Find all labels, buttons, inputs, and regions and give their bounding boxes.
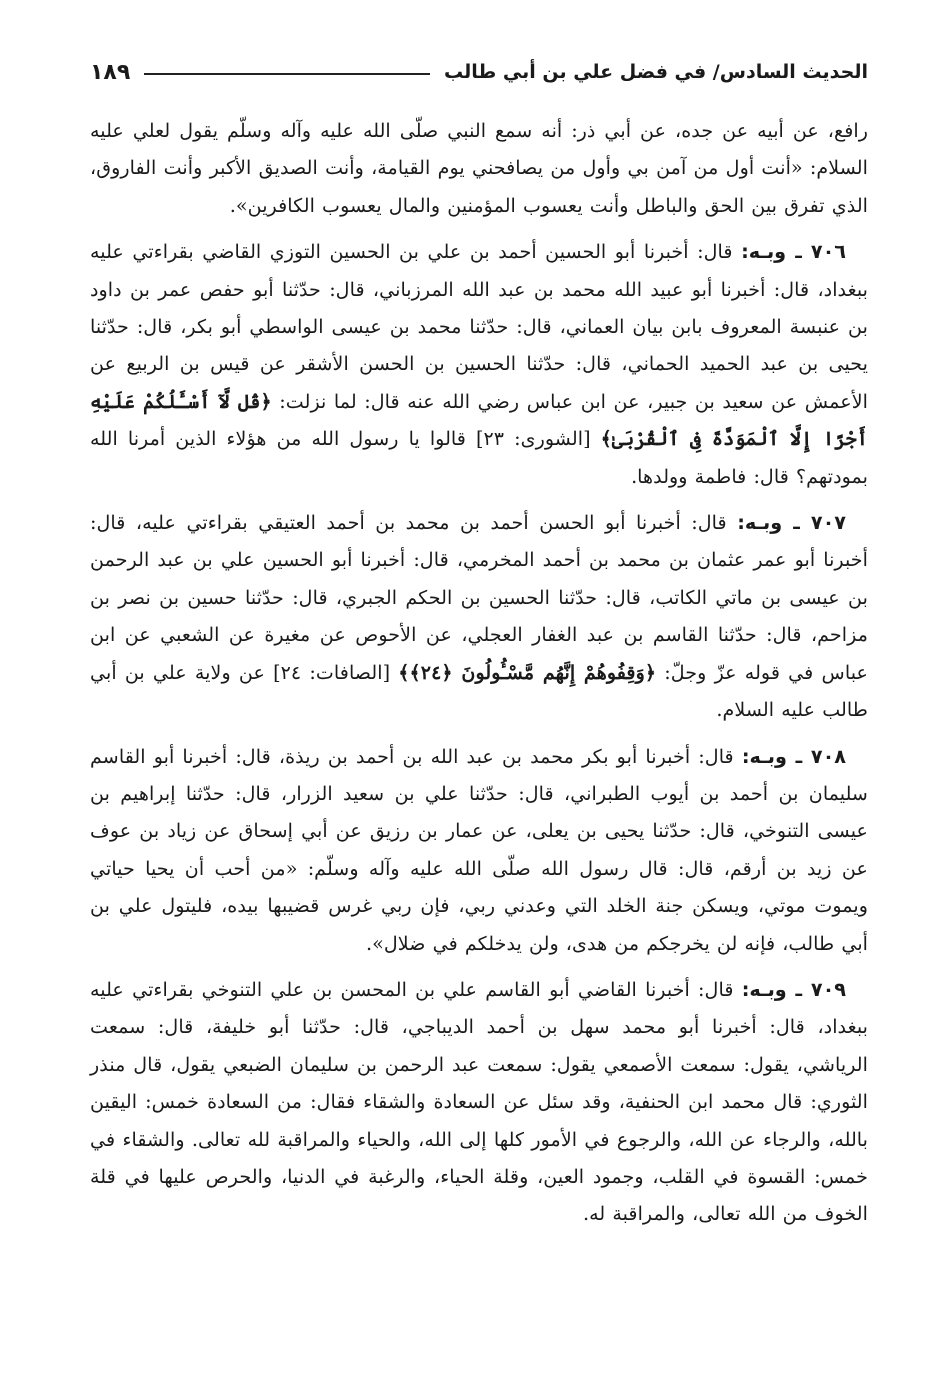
paragraph-text: قال: أخبرنا أبو الحسين أحمد بن علي بن الحسين التوزي القاضي بقراءتي عليه ببغداد، قال: أخبرنا أبو عبيد الله محمد بن عبد الله المرزباني، قال: حدّثنا أبو حفص عمر بن داود بن عنبسة المعروف بابن بيان العماني، قال: حدّثنا محمد بن عيسى الواسطي أبو بكر، قال: حدّثنا يحيى بن عبد الحميد الحماني، قال: حدّثنا الحسين بن الحسن الأشقر عن قيس بن الربيع عن الأعمش عن سعيد بن جبير، عن ابن عباس رضي الله عنه قال: لما نزلت: — [90, 240, 868, 413]
paragraph-tail: [الصافات: ٢٤] عن ولاية علي بن أبي طالب عليه السلام. — [90, 660, 868, 722]
page-number: ١٨٩ — [90, 59, 131, 85]
running-header — [90, 52, 868, 92]
paragraph-tail: [الشورى: ٢٣] قالوا يا رسول الله من هؤلاء الذين أمرنا الله بمودتهم؟ قال: فاطمة وولدها. — [90, 427, 868, 488]
chapter-title: الحديث السادس/ في فضل علي بن أبي طالب — [443, 61, 868, 83]
hadith-708 — [90, 738, 868, 962]
hadith-709 — [90, 971, 868, 1233]
quran-verse: ﴿وَقِفُوهُمْ إِنَّهُم مَّسْـُٔولُونَ ﴿٢٤﴾﴾ — [398, 660, 657, 684]
paragraph-text: قال: أخبرنا القاضي أبو القاسم علي بن المحسن بن علي التنوخي بقراءتي عليه ببغداد، قال: أخبرنا أبو محمد سهل بن أحمد الديباجي، قال: حدّثنا أبو خليفة، قال: سمعت الرياشي، يقول: سمعت الأصمعي يقول: سمعت عبد الرحمن بن سليمان الضبعي يقول، قال منذر الثوري: قال محمد ابن الحنفية، وقد سئل عن السعادة والشقاء فقال: من السعادة خمس: اليقين بالله، والرجاء عن الله، والرجوع في الأمور كلها إلى الله، والحياء والمراقبة لله تعالى. والشقاء في خمس: القسوة في القلب، وجمود العين، وقلة الحياء، والرغبة في الدنيا، والحرص عليها في قلة الخوف من الله تعالى، والمراقبة له. — [90, 977, 868, 1226]
header-rule — [144, 73, 430, 75]
book-page — [90, 52, 868, 1352]
paragraph-continuation — [90, 112, 868, 224]
hadith-number: ٧٠٦ ـ وبـه: — [741, 240, 846, 264]
hadith-number: ٧٠٨ ـ وبـه: — [741, 744, 847, 768]
hadith-number: ٧٠٩ ـ وبـه: — [741, 977, 847, 1001]
hadith-707 — [90, 504, 868, 728]
hadith-number: ٧٠٧ ـ وبـه: — [737, 511, 846, 535]
quran-verse: ﴿قُل لَّآ أَسْـَٔلُكُمْ عَلَيْهِ أَجْرًا إِلَّا ٱلْمَوَدَّةَ فِى ٱلْقُرْبَىٰ﴾ — [90, 389, 868, 451]
paragraph-text: قال: أخبرنا أبو الحسن أحمد بن محمد بن أحمد العتيقي بقراءتي عليه، قال: أخبرنا أبو عمر عثمان بن محمد بن أحمد المخرمي، قال: أخبرنا أبو الحسين علي بن عبد الرحمن بن عيسى بن ماتي الكاتب، قال: حدّثنا الحسين بن الحكم الجبري، قال: حدّثنا حسين بن نصر بن مزاحم، قال: حدّثنا القاسم بن عبد الغفار العجلي، عن الأحوص عن مغيرة عن الشعبي عن ابن عباس في قوله عزّ وجلّ: — [90, 511, 868, 684]
paragraph-text: قال: أخبرنا أبو بكر محمد بن عبد الله بن أحمد بن ريذة، قال: أخبرنا أبو القاسم سليمان بن أحمد بن أيوب الطبراني، قال: حدّثنا علي بن سعيد الزرار، قال: حدّثنا إبراهيم بن عيسى التنوخي، قال: حدّثنا يحيى بن يعلى، عن عمار بن رزيق عن أبي إسحاق عن زياد بن عوف عن زيد بن أرقم، قال: قال رسول الله صلّى الله عليه وآله وسلّم: «من أحب أن يحيا حياتي ويموت موتي، ويسكن جنة الخلد التي وعدني ربي، فإن ربي غرس قضيبها بيده، فليتول علي بن أبي طالب، فإنه لن يخرجكم من هدى، ولن يدخلكم في ضلال». — [90, 744, 868, 955]
hadith-706 — [90, 233, 868, 495]
paragraph-text: رافع، عن أبيه عن جده، عن أبي ذر: أنه سمع النبي صلّى الله عليه وآله وسلّم يقول لعلي عليه السلام: «أنت أول من آمن بي وأول من يصافحني يوم القيامة، وأنت الصديق الأكبر وأنت الفاروق، الذي تفرق بين الحق والباطل وأنت يعسوب المؤمنين والمال يعسوب الكافرين». — [90, 119, 868, 217]
body-text — [90, 112, 868, 1233]
